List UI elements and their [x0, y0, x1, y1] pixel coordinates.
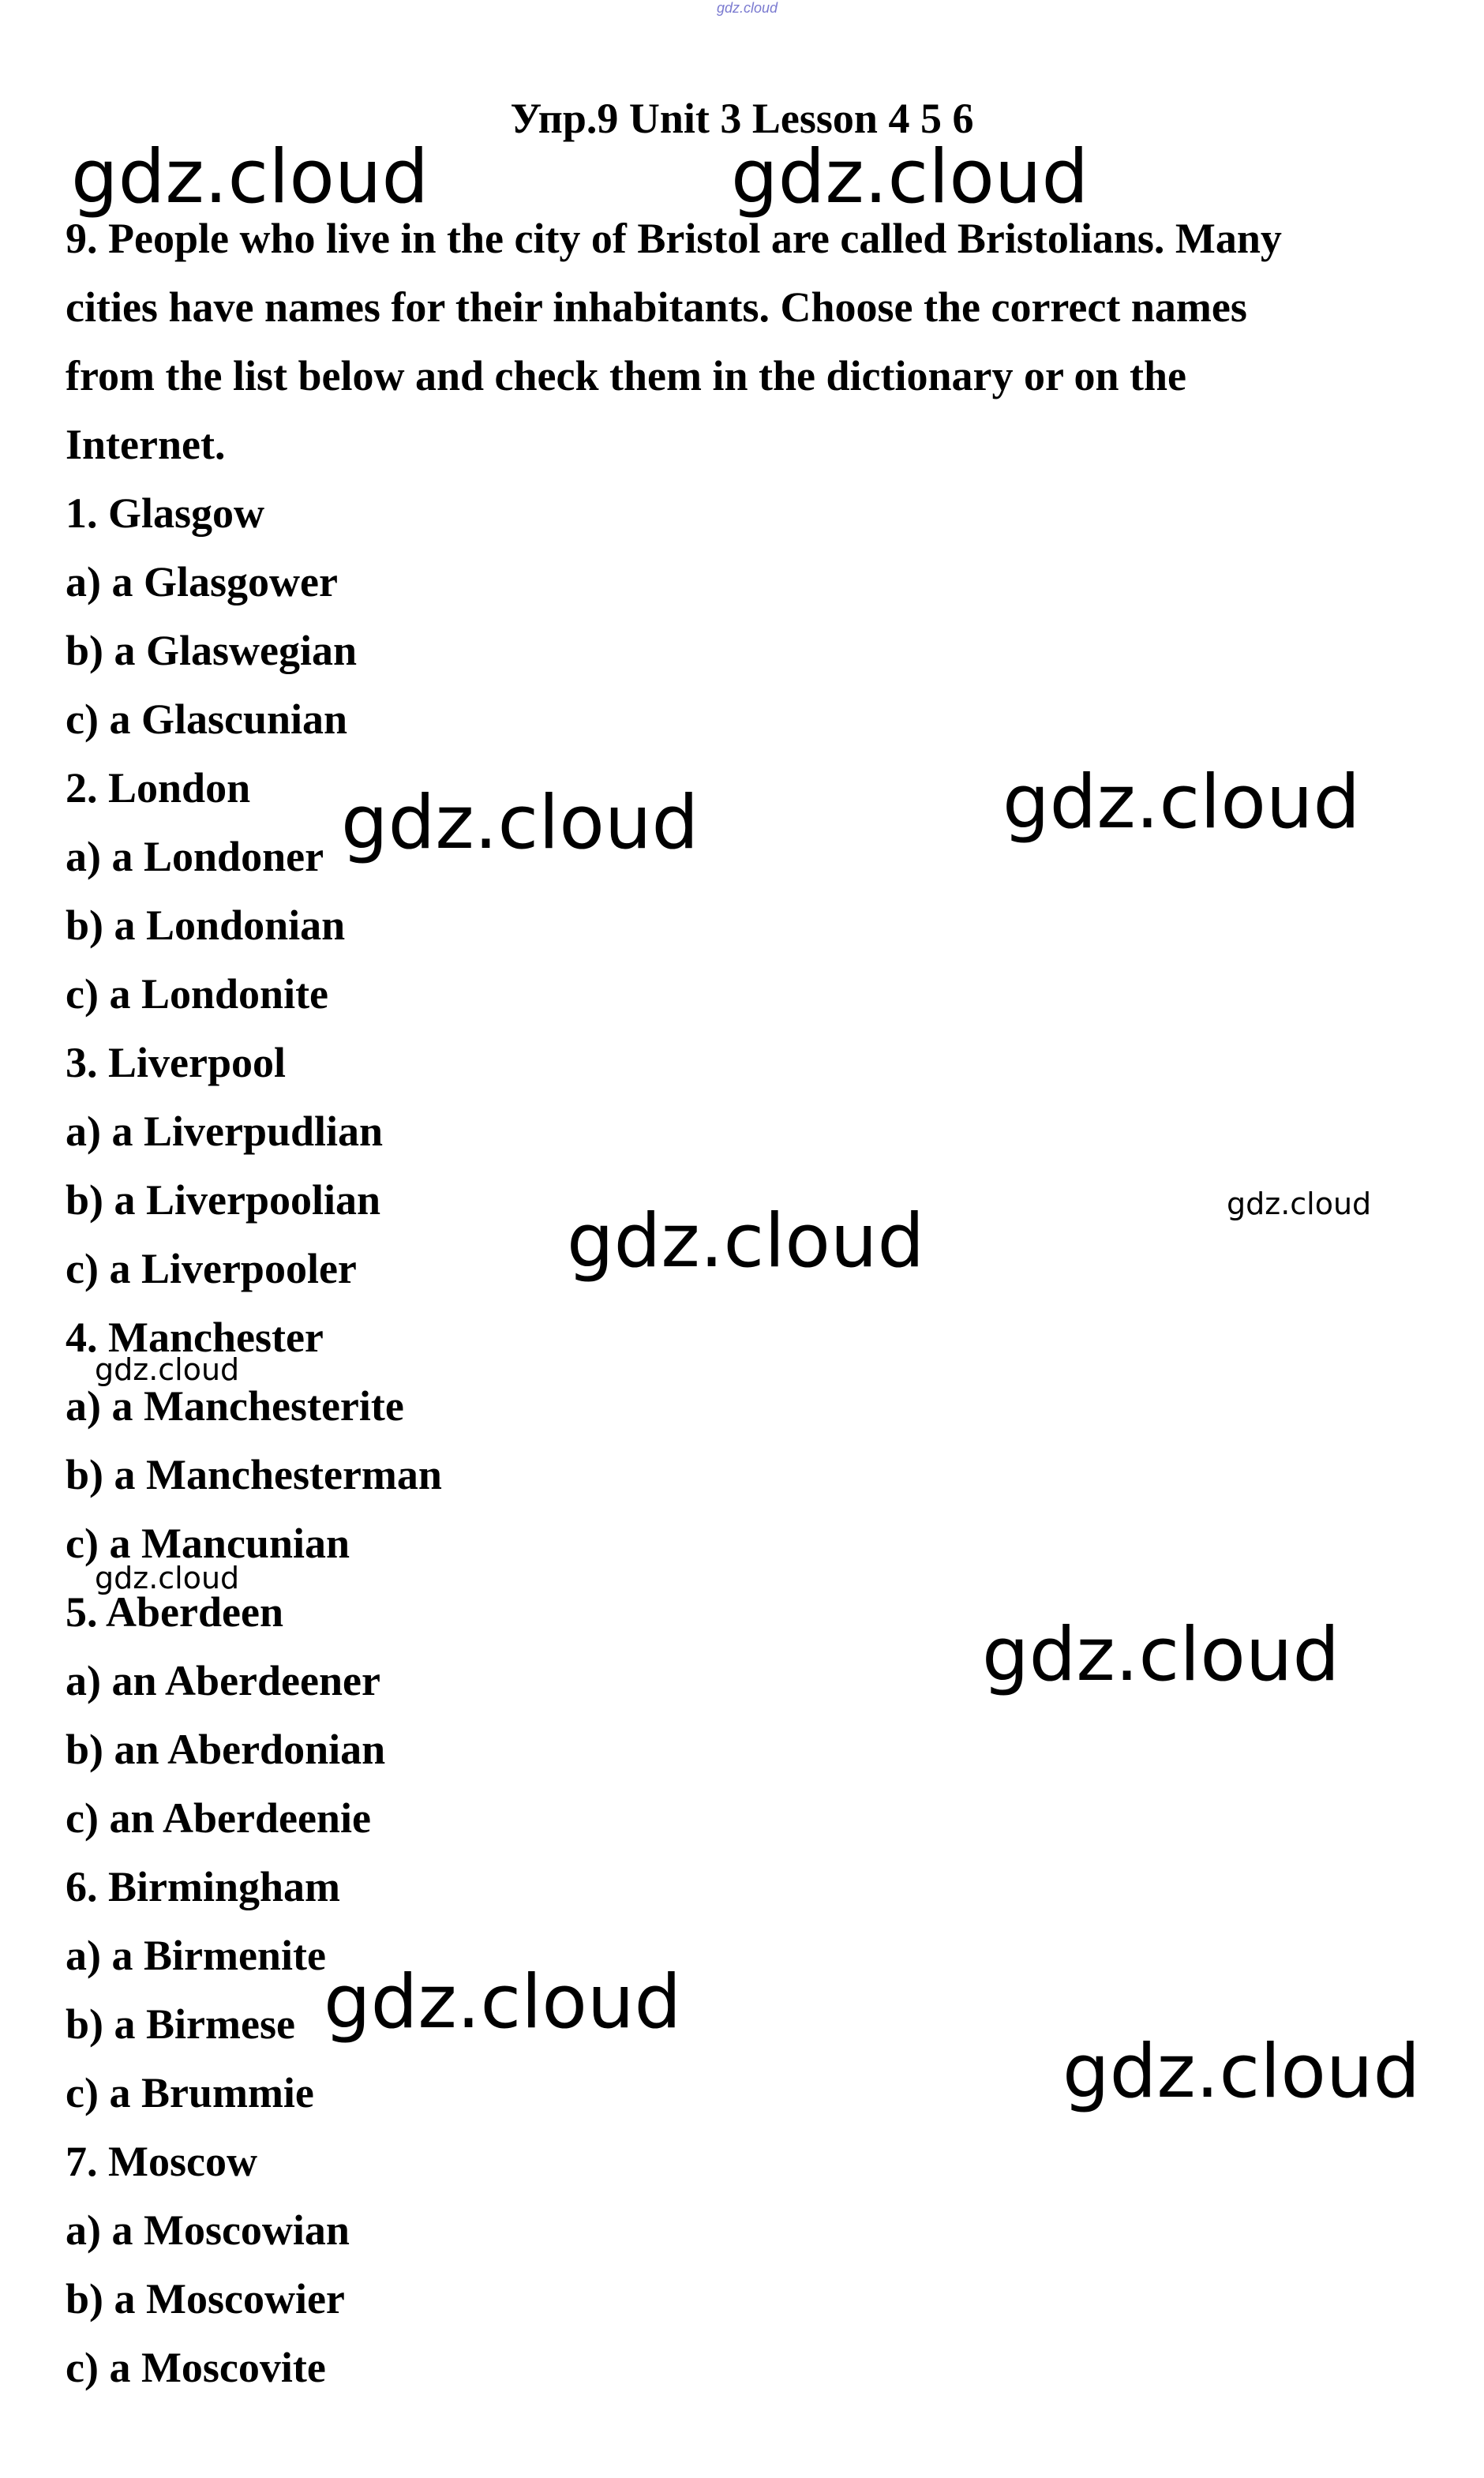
- answer-option: c) a Liverpooler: [66, 1245, 357, 1292]
- answer-option: a) a Glasgower: [66, 558, 338, 605]
- city-heading: 3. Liverpool: [66, 1039, 286, 1086]
- answer-option: b) a Londonian: [66, 902, 346, 949]
- city-heading: 5. Aberdeen: [66, 1588, 283, 1636]
- city-heading: 7. Moscow: [66, 2138, 257, 2185]
- answer-option: a) a Londoner: [66, 833, 324, 880]
- answer-option: a) an Aberdeener: [66, 1657, 380, 1704]
- answer-option: c) a Londonite: [66, 970, 329, 1018]
- watermark: gdz.cloud: [95, 1352, 240, 1387]
- task-line: 9. People who live in the city of Bristol are called Bristolians. Many: [66, 215, 1282, 262]
- watermark: gdz.cloud: [982, 1612, 1340, 1698]
- answer-option: a) a Manchesterite: [66, 1382, 404, 1430]
- answer-option: c) a Glascunian: [66, 695, 348, 743]
- answer-option: a) a Moscowian: [66, 2206, 350, 2254]
- task-line: from the list below and check them in the dictionary or on the: [66, 352, 1186, 399]
- answer-option: b) a Moscowier: [66, 2275, 345, 2322]
- city-heading: 6. Birmingham: [66, 1863, 341, 1910]
- watermark: gdz.cloud: [567, 1198, 925, 1284]
- page-title: Упр.9 Unit 3 Lesson 4 5 6: [510, 95, 974, 142]
- task-line: cities have names for their inhabitants. Choose the correct names: [66, 283, 1247, 331]
- top-watermark: gdz.cloud: [717, 0, 778, 16]
- watermark: gdz.cloud: [731, 134, 1089, 220]
- task-line: Internet.: [66, 421, 226, 468]
- answer-option: a) a Liverpudlian: [66, 1108, 384, 1155]
- answer-option: b) an Aberdonian: [66, 1726, 386, 1773]
- answer-option: b) a Liverpoolian: [66, 1176, 381, 1224]
- watermark: gdz.cloud: [341, 780, 699, 866]
- watermark: gdz.cloud: [1227, 1187, 1372, 1221]
- watermark: gdz.cloud: [95, 1561, 240, 1595]
- watermark: gdz.cloud: [1002, 759, 1361, 845]
- answer-option: a) a Birmenite: [66, 1932, 326, 1979]
- answer-option: c) an Aberdeenie: [66, 1794, 371, 1842]
- answer-option: c) a Moscovite: [66, 2344, 326, 2391]
- watermark: gdz.cloud: [71, 134, 429, 220]
- city-heading: 2. London: [66, 764, 251, 812]
- answer-option: b) a Manchesterman: [66, 1451, 442, 1498]
- watermark: gdz.cloud: [1062, 2029, 1421, 2115]
- answer-option: b) a Birmese: [66, 2000, 295, 2048]
- answer-option: c) a Mancunian: [66, 1520, 350, 1567]
- watermark: gdz.cloud: [324, 1959, 682, 2045]
- city-heading: 1. Glasgow: [66, 489, 265, 537]
- city-heading: 4. Manchester: [66, 1314, 324, 1361]
- answer-option: c) a Brummie: [66, 2069, 314, 2116]
- answer-option: b) a Glaswegian: [66, 627, 358, 674]
